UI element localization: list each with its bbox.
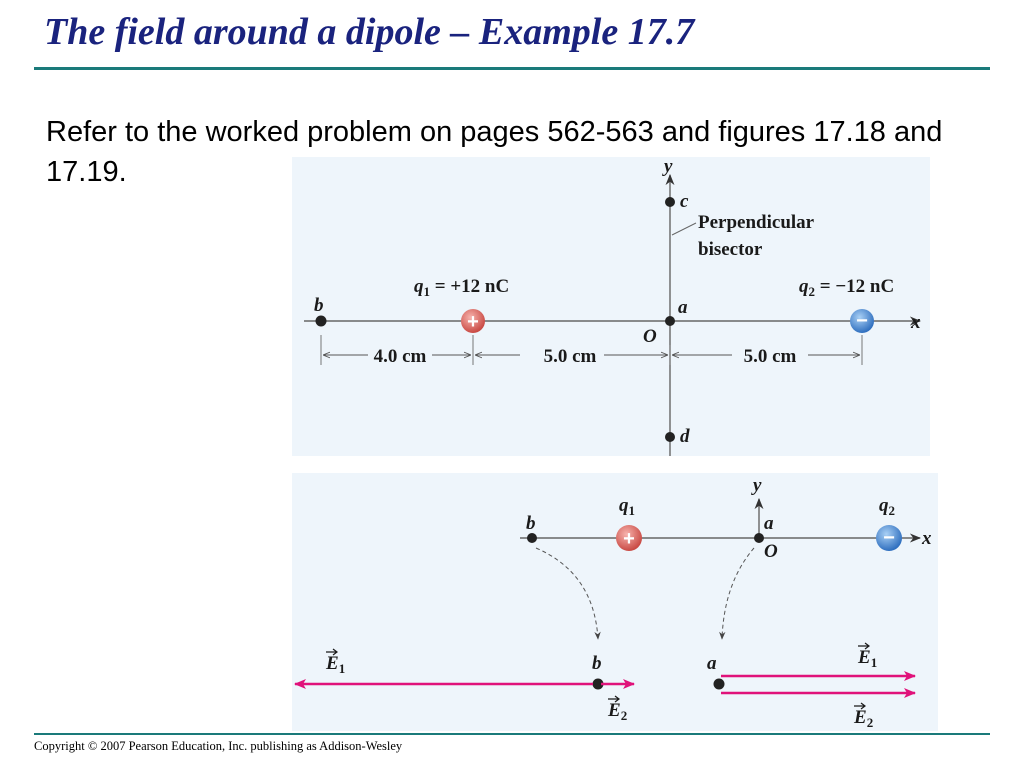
field-vectors-diagram xyxy=(292,473,938,731)
distance-label-3: 5.0 cm xyxy=(743,346,797,367)
point-a-dot xyxy=(754,533,764,543)
e1-label-at-a: $E_1$ xyxy=(858,647,878,670)
point-d-label: d xyxy=(680,426,690,447)
e2-label-at-a: $E_2$ xyxy=(854,707,874,730)
q2-label: $q_2$ xyxy=(879,495,895,518)
distance-label-2: 5.0 cm xyxy=(543,346,597,367)
point-c-dot xyxy=(665,197,675,207)
bisector-label-line1: Perpendicular xyxy=(698,212,815,233)
footer-divider xyxy=(34,733,990,735)
point-a-dot xyxy=(665,316,675,326)
point-a-lower-dot xyxy=(714,679,725,690)
minus-sign: − xyxy=(883,527,895,549)
x-axis-label: x xyxy=(922,528,932,549)
origin-label: O xyxy=(643,326,657,347)
q1-label: $q_1 = +12$ nC xyxy=(414,276,510,299)
dipole-diagram xyxy=(292,157,930,456)
y-axis-label: y xyxy=(664,157,673,177)
slide-body-text: Refer to the worked problem on pages 562-563 and figures 17.18 and 17.19. xyxy=(46,116,943,188)
plus-sign: + xyxy=(467,311,479,333)
y-axis-label: y xyxy=(753,475,762,496)
distance-label-1: 4.0 cm xyxy=(373,346,427,367)
title-divider xyxy=(34,67,990,70)
q2-label: $q_2 = -12$ nC xyxy=(799,276,895,299)
point-b-label: b xyxy=(526,513,536,534)
copyright-footer: Copyright © 2007 Pearson Education, Inc. publishing as Addison-Wesley xyxy=(34,739,403,753)
minus-sign: − xyxy=(856,310,868,332)
bisector-label-line2: bisector xyxy=(698,239,763,260)
x-axis-label: x xyxy=(911,312,921,333)
slide-title: The field around a dipole – Example 17.7 xyxy=(44,11,695,53)
point-b-dot xyxy=(316,316,327,327)
point-b-lower-label: b xyxy=(592,653,602,674)
point-d-dot xyxy=(665,432,675,442)
e2-label-at-b: $E_2$ xyxy=(608,700,628,723)
figure-background xyxy=(292,157,930,456)
q1-label: $q_1$ xyxy=(619,495,635,518)
e1-label-at-b: $E_1$ xyxy=(326,653,346,676)
point-b-dot xyxy=(527,533,537,543)
point-a-label: a xyxy=(678,297,688,318)
point-a-lower-label: a xyxy=(707,653,717,674)
plus-sign: + xyxy=(623,528,635,550)
point-c-label: c xyxy=(680,191,689,212)
point-b-label: b xyxy=(314,295,324,316)
point-a-label: a xyxy=(764,513,774,534)
origin-label: O xyxy=(764,541,778,562)
